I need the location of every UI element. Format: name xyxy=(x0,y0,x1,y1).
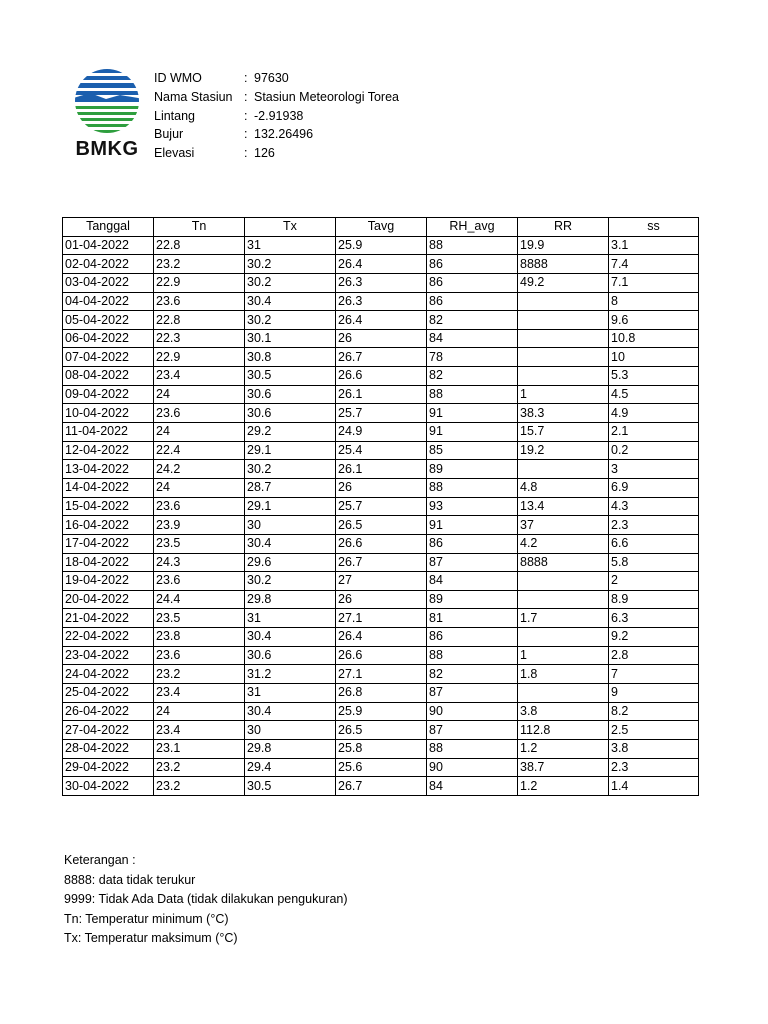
station-label: ID WMO xyxy=(154,71,202,85)
table-row xyxy=(63,292,699,311)
cell-tanggal: 13-04-2022 xyxy=(63,460,154,479)
table-row xyxy=(63,516,699,535)
cell-rh-avg: 93 xyxy=(427,497,518,516)
cell-rh-avg: 87 xyxy=(427,721,518,740)
cell-tx: 30.2 xyxy=(245,255,336,274)
cell-tx: 30.6 xyxy=(245,646,336,665)
cell-tn: 23.6 xyxy=(154,646,245,665)
cell-ss: 4.5 xyxy=(609,385,699,404)
cell-tanggal: 28-04-2022 xyxy=(63,739,154,758)
header-tx: Tx xyxy=(245,218,336,237)
header-tanggal: Tanggal xyxy=(63,218,154,237)
table-row xyxy=(63,665,699,684)
cell-tanggal: 06-04-2022 xyxy=(63,329,154,348)
cell-rh-avg: 91 xyxy=(427,423,518,442)
cell-ss: 2.3 xyxy=(609,516,699,535)
bmkg-logo xyxy=(70,66,144,162)
table-row xyxy=(63,497,699,516)
cell-tavg: 24.9 xyxy=(336,423,427,442)
cell-ss: 0.2 xyxy=(609,441,699,460)
cell-tx: 30.6 xyxy=(245,404,336,423)
cell-tavg: 25.7 xyxy=(336,497,427,516)
table-row xyxy=(63,758,699,777)
cell-tx: 31.2 xyxy=(245,665,336,684)
table-row xyxy=(63,404,699,423)
cell-rr xyxy=(518,572,609,591)
cell-tanggal: 18-04-2022 xyxy=(63,553,154,572)
cell-tanggal: 07-04-2022 xyxy=(63,348,154,367)
station-value: -2.91938 xyxy=(254,108,304,123)
station-row-elevation xyxy=(154,144,399,163)
cell-tx: 30.5 xyxy=(245,367,336,386)
cell-tx: 31 xyxy=(245,236,336,255)
cell-tx: 30.5 xyxy=(245,777,336,796)
cell-tavg: 26.5 xyxy=(336,516,427,535)
cell-tx: 30.8 xyxy=(245,348,336,367)
cell-tavg: 26.7 xyxy=(336,553,427,572)
cell-rh-avg: 87 xyxy=(427,684,518,703)
cell-tn: 23.9 xyxy=(154,516,245,535)
station-separator: : xyxy=(244,127,248,142)
cell-ss: 8.2 xyxy=(609,702,699,721)
cell-tavg: 26.1 xyxy=(336,385,427,404)
table-row xyxy=(63,273,699,292)
cell-tn: 24.2 xyxy=(154,460,245,479)
cell-tanggal: 14-04-2022 xyxy=(63,478,154,497)
header-ss: ss xyxy=(609,218,699,237)
table-row xyxy=(63,739,699,758)
cell-tn: 23.6 xyxy=(154,292,245,311)
cell-tanggal: 29-04-2022 xyxy=(63,758,154,777)
cell-tavg: 25.4 xyxy=(336,441,427,460)
cell-tn: 22.8 xyxy=(154,236,245,255)
cell-tx: 30.4 xyxy=(245,628,336,647)
cell-tx: 30.2 xyxy=(245,273,336,292)
cell-tx: 30.1 xyxy=(245,329,336,348)
cell-tanggal: 11-04-2022 xyxy=(63,423,154,442)
cell-tn: 23.2 xyxy=(154,777,245,796)
cell-tn: 24 xyxy=(154,478,245,497)
station-info xyxy=(154,69,399,163)
cell-tx: 30.4 xyxy=(245,292,336,311)
cell-rh-avg: 81 xyxy=(427,609,518,628)
cell-ss: 6.9 xyxy=(609,478,699,497)
cell-rh-avg: 82 xyxy=(427,367,518,386)
cell-tx: 29.8 xyxy=(245,739,336,758)
cell-tavg: 26.6 xyxy=(336,367,427,386)
cell-rr: 38.3 xyxy=(518,404,609,423)
cell-tn: 23.6 xyxy=(154,404,245,423)
cell-tavg: 26.3 xyxy=(336,292,427,311)
table-row xyxy=(63,441,699,460)
station-value: Stasiun Meteorologi Torea xyxy=(254,89,399,104)
cell-tanggal: 27-04-2022 xyxy=(63,721,154,740)
table-row xyxy=(63,460,699,479)
cell-rh-avg: 89 xyxy=(427,460,518,479)
cell-rh-avg: 88 xyxy=(427,236,518,255)
cell-tavg: 26.1 xyxy=(336,460,427,479)
cell-tanggal: 02-04-2022 xyxy=(63,255,154,274)
table-row xyxy=(63,329,699,348)
cell-tn: 23.4 xyxy=(154,367,245,386)
table-row xyxy=(63,236,699,255)
cell-tanggal: 03-04-2022 xyxy=(63,273,154,292)
cell-rh-avg: 86 xyxy=(427,255,518,274)
cell-tn: 22.9 xyxy=(154,348,245,367)
cell-ss: 6.6 xyxy=(609,534,699,553)
cell-rh-avg: 91 xyxy=(427,404,518,423)
cell-tavg: 27.1 xyxy=(336,609,427,628)
station-label: Bujur xyxy=(154,127,184,142)
cell-tavg: 26 xyxy=(336,329,427,348)
cell-rh-avg: 90 xyxy=(427,758,518,777)
cell-tanggal: 15-04-2022 xyxy=(63,497,154,516)
cell-rr: 1 xyxy=(518,385,609,404)
cell-tn: 24 xyxy=(154,702,245,721)
cell-rr: 1.2 xyxy=(518,739,609,758)
notes-heading: Keterangan : xyxy=(64,853,136,867)
cell-tanggal: 23-04-2022 xyxy=(63,646,154,665)
cell-tx: 30.2 xyxy=(245,460,336,479)
cell-ss: 7.1 xyxy=(609,273,699,292)
cell-rh-avg: 88 xyxy=(427,478,518,497)
cell-tx: 31 xyxy=(245,609,336,628)
header-rr: RR xyxy=(518,218,609,237)
cell-ss: 7.4 xyxy=(609,255,699,274)
cell-ss: 9 xyxy=(609,684,699,703)
cell-rh-avg: 87 xyxy=(427,553,518,572)
cell-ss: 3 xyxy=(609,460,699,479)
table-row xyxy=(63,590,699,609)
cell-tanggal: 25-04-2022 xyxy=(63,684,154,703)
cell-rr: 112.8 xyxy=(518,721,609,740)
cell-tavg: 26.4 xyxy=(336,628,427,647)
cell-rr: 38.7 xyxy=(518,758,609,777)
cell-tanggal: 05-04-2022 xyxy=(63,311,154,330)
cell-tavg: 25.8 xyxy=(336,739,427,758)
cell-rh-avg: 86 xyxy=(427,292,518,311)
cell-rh-avg: 84 xyxy=(427,572,518,591)
station-row-longitude xyxy=(154,125,399,144)
cell-tanggal: 10-04-2022 xyxy=(63,404,154,423)
cell-tn: 23.1 xyxy=(154,739,245,758)
cell-tx: 30 xyxy=(245,516,336,535)
cell-ss: 4.3 xyxy=(609,497,699,516)
cell-ss: 5.8 xyxy=(609,553,699,572)
station-value: 126 xyxy=(254,146,275,160)
table-row xyxy=(63,777,699,796)
table-row xyxy=(63,553,699,572)
cell-tanggal: 24-04-2022 xyxy=(63,665,154,684)
cell-rh-avg: 90 xyxy=(427,702,518,721)
cell-tanggal: 08-04-2022 xyxy=(63,367,154,386)
station-label: Lintang xyxy=(154,108,196,123)
cell-ss: 10 xyxy=(609,348,699,367)
cell-rr xyxy=(518,684,609,703)
cell-tavg: 26 xyxy=(336,478,427,497)
cell-ss: 8 xyxy=(609,292,699,311)
notes-section xyxy=(64,851,348,949)
cell-ss: 2.5 xyxy=(609,721,699,740)
table-body xyxy=(63,236,699,795)
cell-tn: 23.4 xyxy=(154,684,245,703)
cell-tanggal: 21-04-2022 xyxy=(63,609,154,628)
cell-tanggal: 12-04-2022 xyxy=(63,441,154,460)
table-row xyxy=(63,721,699,740)
table-row xyxy=(63,478,699,497)
station-separator: : xyxy=(244,108,248,123)
cell-rr: 19.2 xyxy=(518,441,609,460)
cell-tn: 24 xyxy=(154,423,245,442)
cell-rh-avg: 78 xyxy=(427,348,518,367)
table-row xyxy=(63,367,699,386)
cell-tavg: 27.1 xyxy=(336,665,427,684)
station-label: Elevasi xyxy=(154,146,195,160)
cell-ss: 2.1 xyxy=(609,423,699,442)
cell-ss: 9.6 xyxy=(609,311,699,330)
cell-tn: 22.4 xyxy=(154,441,245,460)
cell-rr: 8888 xyxy=(518,553,609,572)
cell-rr xyxy=(518,292,609,311)
cell-tn: 22.9 xyxy=(154,273,245,292)
cell-tx: 31 xyxy=(245,684,336,703)
table-row xyxy=(63,348,699,367)
cell-tanggal: 01-04-2022 xyxy=(63,236,154,255)
table-row xyxy=(63,423,699,442)
cell-tn: 22.8 xyxy=(154,311,245,330)
header-rh-avg: RH_avg xyxy=(427,218,518,237)
cell-tavg: 26.7 xyxy=(336,348,427,367)
cell-tavg: 26.6 xyxy=(336,534,427,553)
cell-ss: 3.8 xyxy=(609,739,699,758)
cell-rr: 4.8 xyxy=(518,478,609,497)
cell-tanggal: 30-04-2022 xyxy=(63,777,154,796)
cell-tavg: 25.9 xyxy=(336,236,427,255)
cell-tavg: 26.4 xyxy=(336,311,427,330)
cell-rh-avg: 88 xyxy=(427,385,518,404)
station-label: Nama Stasiun xyxy=(154,89,233,104)
cell-ss: 2.8 xyxy=(609,646,699,665)
cell-tx: 29.2 xyxy=(245,423,336,442)
logo-text: BMKG xyxy=(75,138,139,160)
cell-ss: 4.9 xyxy=(609,404,699,423)
note-line: 9999: Tidak Ada Data (tidak dilakukan pengukuran) xyxy=(64,892,348,906)
cell-rr: 37 xyxy=(518,516,609,535)
table-row xyxy=(63,385,699,404)
cell-tx: 29.1 xyxy=(245,497,336,516)
note-line: 8888: data tidak terukur xyxy=(64,872,196,887)
table-row xyxy=(63,255,699,274)
cell-ss: 2 xyxy=(609,572,699,591)
cell-rh-avg: 89 xyxy=(427,590,518,609)
cell-tn: 24.4 xyxy=(154,590,245,609)
cell-tx: 30.4 xyxy=(245,534,336,553)
cell-tn: 22.3 xyxy=(154,329,245,348)
table-row xyxy=(63,534,699,553)
cell-tx: 29.8 xyxy=(245,590,336,609)
cell-rh-avg: 86 xyxy=(427,534,518,553)
cell-tn: 23.4 xyxy=(154,721,245,740)
cell-rr xyxy=(518,348,609,367)
cell-tx: 30.2 xyxy=(245,311,336,330)
cell-ss: 6.3 xyxy=(609,609,699,628)
cell-rr xyxy=(518,590,609,609)
cell-rh-avg: 86 xyxy=(427,273,518,292)
cell-ss: 9.2 xyxy=(609,628,699,647)
cell-tanggal: 17-04-2022 xyxy=(63,534,154,553)
header-tavg: Tavg xyxy=(336,218,427,237)
cell-rr: 4.2 xyxy=(518,534,609,553)
cell-rr: 1.8 xyxy=(518,665,609,684)
cell-rr xyxy=(518,311,609,330)
cell-tn: 24 xyxy=(154,385,245,404)
cell-tavg: 27 xyxy=(336,572,427,591)
bmkg-emblem-icon xyxy=(70,66,144,136)
header-tn: Tn xyxy=(154,218,245,237)
cell-tanggal: 19-04-2022 xyxy=(63,572,154,591)
station-row-latitude xyxy=(154,107,399,126)
cell-tavg: 26.3 xyxy=(336,273,427,292)
table-row xyxy=(63,702,699,721)
cell-tanggal: 09-04-2022 xyxy=(63,385,154,404)
station-row-id-wmo xyxy=(154,69,399,88)
cell-ss: 2.3 xyxy=(609,758,699,777)
cell-rr: 8888 xyxy=(518,255,609,274)
cell-tn: 23.8 xyxy=(154,628,245,647)
cell-tavg: 25.9 xyxy=(336,702,427,721)
cell-rh-avg: 84 xyxy=(427,777,518,796)
cell-tavg: 26 xyxy=(336,590,427,609)
cell-rr xyxy=(518,367,609,386)
cell-tanggal: 22-04-2022 xyxy=(63,628,154,647)
cell-tavg: 25.6 xyxy=(336,758,427,777)
cell-rh-avg: 86 xyxy=(427,628,518,647)
cell-tx: 30.4 xyxy=(245,702,336,721)
cell-rr: 49.2 xyxy=(518,273,609,292)
cell-tanggal: 04-04-2022 xyxy=(63,292,154,311)
cell-tanggal: 26-04-2022 xyxy=(63,702,154,721)
cell-rr: 1 xyxy=(518,646,609,665)
cell-tavg: 25.7 xyxy=(336,404,427,423)
cell-rh-avg: 82 xyxy=(427,311,518,330)
cell-tavg: 26.8 xyxy=(336,684,427,703)
table-row xyxy=(63,628,699,647)
cell-tn: 23.5 xyxy=(154,534,245,553)
cell-tn: 23.2 xyxy=(154,665,245,684)
cell-tavg: 26.5 xyxy=(336,721,427,740)
cell-tanggal: 16-04-2022 xyxy=(63,516,154,535)
cell-tn: 23.5 xyxy=(154,609,245,628)
cell-tx: 29.6 xyxy=(245,553,336,572)
station-separator: : xyxy=(244,71,248,85)
cell-rh-avg: 85 xyxy=(427,441,518,460)
station-separator: : xyxy=(244,146,248,160)
table-header-row xyxy=(63,218,699,237)
cell-rr: 1.2 xyxy=(518,777,609,796)
station-value: 132.26496 xyxy=(254,127,314,142)
note-line: Tn: Temperatur minimum (°C) xyxy=(64,911,229,926)
cell-ss: 1.4 xyxy=(609,777,699,796)
station-separator: : xyxy=(244,89,248,104)
cell-rh-avg: 88 xyxy=(427,646,518,665)
cell-ss: 5.3 xyxy=(609,367,699,386)
cell-tn: 24.3 xyxy=(154,553,245,572)
cell-tx: 29.4 xyxy=(245,758,336,777)
cell-tx: 30.2 xyxy=(245,572,336,591)
table-row xyxy=(63,311,699,330)
cell-rh-avg: 88 xyxy=(427,739,518,758)
cell-rr: 19.9 xyxy=(518,236,609,255)
cell-rr xyxy=(518,329,609,348)
cell-ss: 3.1 xyxy=(609,236,699,255)
cell-ss: 7 xyxy=(609,665,699,684)
table-row xyxy=(63,684,699,703)
cell-tavg: 26.4 xyxy=(336,255,427,274)
cell-tn: 23.2 xyxy=(154,758,245,777)
cell-rr: 13.4 xyxy=(518,497,609,516)
cell-tn: 23.2 xyxy=(154,255,245,274)
cell-tx: 30.6 xyxy=(245,385,336,404)
cell-ss: 10.8 xyxy=(609,329,699,348)
cell-rr xyxy=(518,460,609,479)
note-line: Tx: Temperatur maksimum (°C) xyxy=(64,931,238,945)
cell-rh-avg: 91 xyxy=(427,516,518,535)
cell-tx: 28.7 xyxy=(245,478,336,497)
cell-tx: 29.1 xyxy=(245,441,336,460)
station-row-name xyxy=(154,88,399,107)
cell-rh-avg: 82 xyxy=(427,665,518,684)
table-row xyxy=(63,646,699,665)
cell-rh-avg: 84 xyxy=(427,329,518,348)
cell-rr xyxy=(518,628,609,647)
table-row xyxy=(63,609,699,628)
cell-tanggal: 20-04-2022 xyxy=(63,590,154,609)
cell-rr: 3.8 xyxy=(518,702,609,721)
table-row xyxy=(63,572,699,591)
cell-ss: 8.9 xyxy=(609,590,699,609)
cell-rr: 15.7 xyxy=(518,423,609,442)
cell-tx: 30 xyxy=(245,721,336,740)
cell-tavg: 26.7 xyxy=(336,777,427,796)
cell-tn: 23.6 xyxy=(154,572,245,591)
climate-data-table xyxy=(62,217,699,796)
cell-tavg: 26.6 xyxy=(336,646,427,665)
station-value: 97630 xyxy=(254,71,289,85)
cell-rr: 1.7 xyxy=(518,609,609,628)
cell-tn: 23.6 xyxy=(154,497,245,516)
